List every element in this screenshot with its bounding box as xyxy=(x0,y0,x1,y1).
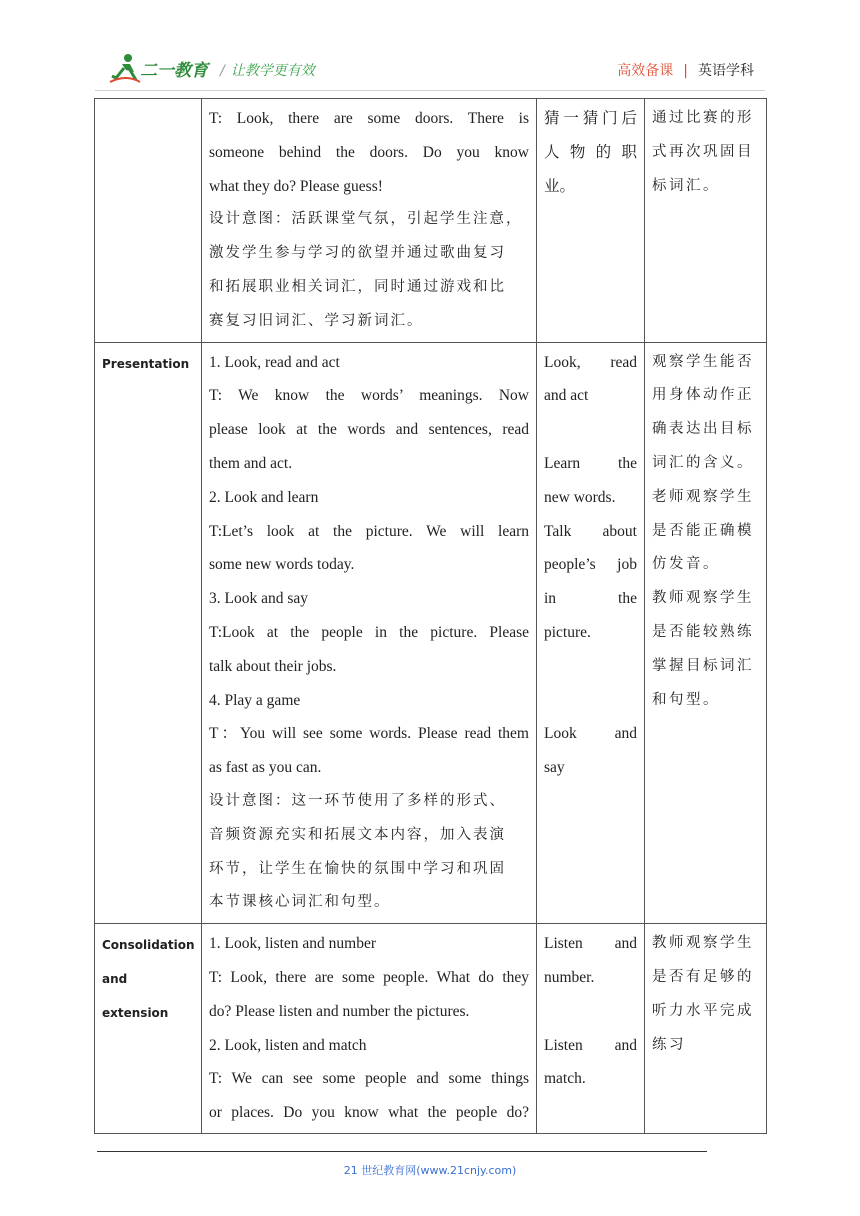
activity-line: 人 物 的 职 xyxy=(544,143,637,161)
activity-line: Look and xyxy=(544,725,637,743)
activity-cell xyxy=(537,924,645,1134)
design-intent-line: 设计意图：这一环节使用了多样的形式、 xyxy=(209,792,506,809)
activity-line: new words. xyxy=(544,488,616,506)
activity-line: Look, read xyxy=(544,353,637,371)
procedure-line: do? Please listen and number the pictures. xyxy=(209,1002,470,1020)
header-slogan: / 让教学更有效 xyxy=(220,63,315,79)
procedure-cell xyxy=(202,99,537,343)
evaluation-line: 老师观察学生 xyxy=(652,488,754,505)
evaluation-line: 确表达出目标 xyxy=(652,421,754,438)
procedure-line: T: Look, there are some doors. There is xyxy=(209,110,529,127)
procedure-line: someone behind the doors. Do you know xyxy=(209,143,529,161)
activity-line: picture. xyxy=(544,623,591,641)
activity-line: Listen and xyxy=(544,1036,637,1054)
procedure-line: 2. Look and learn xyxy=(209,488,319,506)
stage-label: Consolidation xyxy=(102,938,195,953)
procedure-line: some new words today. xyxy=(209,556,355,574)
evaluation-line: 仿发音。 xyxy=(652,556,720,573)
activity-line: Listen and xyxy=(544,935,637,953)
activity-line: and act xyxy=(544,387,589,405)
table-row xyxy=(95,342,767,924)
evaluation-line: 式再次巩固目 xyxy=(652,143,754,160)
lesson-plan-table xyxy=(94,98,767,1134)
stage-label: Presentation xyxy=(102,356,190,371)
blank-line xyxy=(544,684,637,718)
design-intent-line: 激发学生参与学习的欲望并通过歌曲复习 xyxy=(209,245,506,262)
logo-text: 二一教育 xyxy=(140,61,208,81)
procedure-line: T: Look, there are some people. What do they xyxy=(209,968,529,986)
procedure-line: 1. Look, listen and number xyxy=(209,935,377,953)
activity-line: Learn the xyxy=(544,454,637,472)
procedure-line: T:Look at the people in the picture. Please xyxy=(209,623,529,641)
header-subject xyxy=(617,60,754,80)
design-intent-line: 环节，让学生在愉快的氛围中学习和巩固 xyxy=(209,860,506,877)
design-intent-line: 本节课核心词汇和句型。 xyxy=(209,894,391,911)
activity-line: 猜一猜门后 xyxy=(544,110,637,127)
design-intent-line: 和拓展职业相关词汇，同时通过游戏和比 xyxy=(209,278,506,295)
header-course-label: 高效备课 xyxy=(617,63,674,79)
footer-divider xyxy=(97,1151,707,1152)
activity-line: people’s job xyxy=(544,556,637,574)
stage-cell xyxy=(95,342,202,924)
evaluation-line: 听力水平完成 xyxy=(652,1002,754,1019)
procedure-line: them and act. xyxy=(209,454,293,472)
table-row xyxy=(95,924,767,1134)
evaluation-cell xyxy=(645,342,767,924)
footer-source: 21 世纪教育网(www.21cnjy.com) xyxy=(343,1164,517,1177)
activity-cell xyxy=(537,99,645,343)
evaluation-line: 和句型。 xyxy=(652,691,720,708)
procedure-line: T: We can see some people and some things xyxy=(209,1070,529,1088)
activity-line: match. xyxy=(544,1070,586,1088)
evaluation-line: 通过比赛的形 xyxy=(652,110,754,126)
activity-cell xyxy=(537,342,645,924)
blank-line xyxy=(544,413,637,447)
evaluation-line: 教师观察学生 xyxy=(652,935,754,952)
evaluation-cell xyxy=(645,924,767,1134)
stage-label: and extension xyxy=(102,972,169,1021)
activity-line: say xyxy=(544,759,565,777)
procedure-line: as fast as you can. xyxy=(209,759,322,777)
evaluation-line: 是否能正确模 xyxy=(652,522,754,539)
blank-line xyxy=(544,650,637,684)
procedure-line: 2. Look, listen and match xyxy=(209,1036,367,1054)
procedure-cell xyxy=(202,924,537,1134)
slogan-text: 让教学更有效 xyxy=(230,63,315,79)
activity-line: 业。 xyxy=(544,177,576,195)
activity-line: Talk about xyxy=(544,522,637,540)
design-intent-line: 设计意图：活跃课堂气氛，引起学生注意， xyxy=(209,211,523,228)
procedure-line: 4. Play a game xyxy=(209,691,301,709)
activity-line: in the xyxy=(544,590,637,608)
header-subject-label: 英语学科 xyxy=(698,63,754,79)
design-intent-line: 赛复习旧词汇、学习新词汇。 xyxy=(209,312,424,329)
evaluation-line: 标词汇。 xyxy=(652,177,720,194)
evaluation-line: 是否有足够的 xyxy=(652,968,754,985)
procedure-line: 1. Look, read and act xyxy=(209,353,340,371)
procedure-line: what they do? Please guess! xyxy=(209,177,383,195)
procedure-line: please look at the words and sentences, read xyxy=(209,421,529,439)
header-separator: | xyxy=(683,63,688,79)
page-header xyxy=(0,0,860,96)
evaluation-line: 掌握目标词汇 xyxy=(652,657,754,674)
evaluation-line: 词汇的含义。 xyxy=(652,454,754,471)
evaluation-line: 练习 xyxy=(652,1036,686,1053)
stage-cell xyxy=(95,924,202,1134)
stage-cell xyxy=(95,99,202,343)
procedure-line: T：You will see some words. Please read them xyxy=(209,725,529,743)
procedure-line: T: We know the words’ meanings. Now xyxy=(209,387,529,405)
procedure-cell xyxy=(202,342,537,924)
blank-line xyxy=(544,995,637,1029)
evaluation-line: 观察学生能否 xyxy=(652,353,754,370)
design-intent-line: 音频资源充实和拓展文本内容，加入表演 xyxy=(209,826,506,843)
procedure-line: or places. Do you know what the people do? xyxy=(209,1104,529,1122)
procedure-line: talk about their jobs. xyxy=(209,657,337,675)
procedure-line: 3. Look and say xyxy=(209,590,309,608)
evaluation-cell xyxy=(645,99,767,343)
table-row xyxy=(95,99,767,343)
evaluation-line: 用身体动作正 xyxy=(652,387,754,404)
activity-line: number. xyxy=(544,968,595,986)
header-divider xyxy=(95,90,765,91)
procedure-line: T:Let’s look at the picture. We will learn xyxy=(209,522,529,540)
evaluation-line: 是否能较熟练 xyxy=(652,623,754,640)
evaluation-line: 教师观察学生 xyxy=(652,590,754,607)
